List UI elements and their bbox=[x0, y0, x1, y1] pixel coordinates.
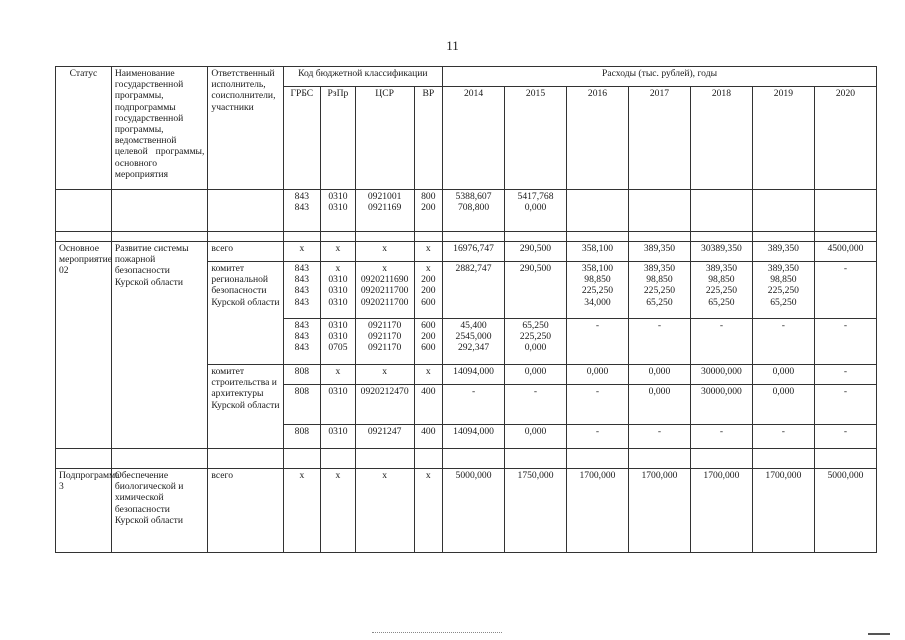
sub3-status: Подпрограмма 3 bbox=[56, 469, 112, 553]
sub3-name: Обеспечение биологической и химической безопасности Курской области bbox=[111, 469, 208, 553]
cell-value: 1700,000 bbox=[628, 469, 690, 553]
cell-value: - bbox=[752, 425, 814, 449]
cell-value: - bbox=[628, 319, 690, 365]
cell-value: 0,000 bbox=[505, 365, 567, 385]
cell-value: - bbox=[752, 319, 814, 365]
cell-value: 358,100 bbox=[567, 242, 629, 262]
cell-value: 1700,000 bbox=[752, 469, 814, 553]
cell-csr: 0920212470 bbox=[355, 385, 414, 425]
cell-value: - bbox=[690, 425, 752, 449]
cell-value: 45,400 2545,000 292,347 bbox=[443, 319, 505, 365]
cell-rzpr: 0310 bbox=[321, 425, 356, 449]
cell-vr: х bbox=[414, 242, 442, 262]
header-year: 2020 bbox=[814, 87, 876, 190]
table-row bbox=[56, 190, 877, 232]
cell-value: - bbox=[567, 385, 629, 425]
cell-value: 290,500 bbox=[505, 242, 567, 262]
header-rzpr: РзПр bbox=[321, 87, 356, 190]
cell-value: 1700,000 bbox=[567, 469, 629, 553]
cell-value: - bbox=[814, 365, 876, 385]
cell-csr: 0921001 0921169 bbox=[355, 190, 414, 232]
cell-csr: 0921247 bbox=[355, 425, 414, 449]
cell-value: 389,350 98,850 225,250 65,250 bbox=[752, 262, 814, 319]
cell-grbs: 843 843 843 843 bbox=[283, 262, 321, 319]
cell-vr: 400 bbox=[414, 385, 442, 425]
header-budget-code: Код бюджетной классификации bbox=[283, 67, 443, 87]
cell-rzpr: 0310 0310 bbox=[321, 190, 356, 232]
page-number: 11 bbox=[446, 38, 459, 53]
cell-value: 5000,000 bbox=[814, 469, 876, 553]
cell-csr: х bbox=[355, 242, 414, 262]
cell-csr: х bbox=[355, 365, 414, 385]
cell-grbs: 843 843 843 bbox=[283, 319, 321, 365]
cell-value: 14094,000 bbox=[443, 365, 505, 385]
cell-rzpr: х bbox=[321, 242, 356, 262]
cell-vr: х bbox=[414, 469, 442, 553]
cell-rzpr: х 0310 0310 0310 bbox=[321, 262, 356, 319]
om02-status: Основное мероприятие 02 bbox=[56, 242, 112, 449]
cell-csr: х bbox=[355, 469, 414, 553]
table-row bbox=[56, 242, 877, 262]
cell-grbs: х bbox=[283, 242, 321, 262]
cell-value: 389,350 98,850 225,250 65,250 bbox=[690, 262, 752, 319]
cell-csr: х 0920211690 0920211700 0920211700 bbox=[355, 262, 414, 319]
cell-responsible: всего bbox=[208, 242, 283, 262]
header-grbs: ГРБС bbox=[283, 87, 321, 190]
cell-value: - bbox=[628, 425, 690, 449]
header-year: 2014 bbox=[443, 87, 505, 190]
cell-vr: х bbox=[414, 365, 442, 385]
cell-responsible: всего bbox=[208, 469, 283, 553]
cell-value: - bbox=[443, 385, 505, 425]
cell-vr: 800 200 bbox=[414, 190, 442, 232]
cell-value: - bbox=[505, 385, 567, 425]
scan-artifact-line bbox=[372, 632, 502, 633]
cell-rzpr: 0310 0310 0705 bbox=[321, 319, 356, 365]
header-vr: ВР bbox=[414, 87, 442, 190]
cell-grbs: 808 bbox=[283, 365, 321, 385]
cell-value: 30000,000 bbox=[690, 365, 752, 385]
cell-grbs: 843 843 bbox=[283, 190, 321, 232]
om02-name: Развитие системы пожарной безопасности Курской области bbox=[111, 242, 208, 449]
cell-value: 290,500 bbox=[505, 262, 567, 319]
cell-value: 0,000 bbox=[628, 385, 690, 425]
cell-value: 14094,000 bbox=[443, 425, 505, 449]
cell-grbs: 808 bbox=[283, 385, 321, 425]
header-year: 2017 bbox=[628, 87, 690, 190]
cell-value: 16976,747 bbox=[443, 242, 505, 262]
cell-value: - bbox=[814, 319, 876, 365]
cell-responsible: комитет региональной безопасности Курской области bbox=[208, 262, 283, 365]
cell-value: - bbox=[814, 425, 876, 449]
header-year: 2016 bbox=[567, 87, 629, 190]
cell-value: 389,350 bbox=[752, 242, 814, 262]
cell-vr: 400 bbox=[414, 425, 442, 449]
cell-value: 65,250 225,250 0,000 bbox=[505, 319, 567, 365]
cell-rzpr: х bbox=[321, 469, 356, 553]
cell-value: 0,000 bbox=[628, 365, 690, 385]
cell-value: - bbox=[567, 319, 629, 365]
cell-csr: 0921170 0921170 0921170 bbox=[355, 319, 414, 365]
cell-value: - bbox=[814, 262, 876, 319]
cell-value: 1700,000 bbox=[690, 469, 752, 553]
header-responsible: Ответственный исполнитель, соисполнители, участники bbox=[208, 67, 283, 190]
cell-rzpr: 0310 bbox=[321, 385, 356, 425]
cell-value: - bbox=[814, 385, 876, 425]
cell-value: - bbox=[567, 425, 629, 449]
cell-value: 358,100 98,850 225,250 34,000 bbox=[567, 262, 629, 319]
cell-value: 5388,607 708,800 bbox=[443, 190, 505, 232]
cell-grbs: х bbox=[283, 469, 321, 553]
cell-value: 0,000 bbox=[505, 425, 567, 449]
cell-vr: 600 200 600 bbox=[414, 319, 442, 365]
header-year: 2015 bbox=[505, 87, 567, 190]
cell-value: 0,000 bbox=[752, 385, 814, 425]
cell-value: - bbox=[690, 319, 752, 365]
header-csr: ЦСР bbox=[355, 87, 414, 190]
table-row bbox=[56, 469, 877, 553]
header-status: Статус bbox=[56, 67, 112, 190]
cell-grbs: 808 bbox=[283, 425, 321, 449]
header-year: 2018 bbox=[690, 87, 752, 190]
cell-value: 5417,768 0,000 bbox=[505, 190, 567, 232]
cell-vr: х 200 200 600 bbox=[414, 262, 442, 319]
cell-value: 1750,000 bbox=[505, 469, 567, 553]
cell-value: 389,350 bbox=[628, 242, 690, 262]
header-name: Наименование государственной программы, подпрограммы государственной программы, ведомственной целевой программы, основного мероприятия bbox=[111, 67, 208, 190]
cell-value: 30000,000 bbox=[690, 385, 752, 425]
cell-value: 4500,000 bbox=[814, 242, 876, 262]
cell-responsible: комитет строительства и архитектуры Курской области bbox=[208, 365, 283, 449]
cell-value: 2882,747 bbox=[443, 262, 505, 319]
cell-value: 0,000 bbox=[752, 365, 814, 385]
cell-value: 5000,000 bbox=[443, 469, 505, 553]
cell-value: 389,350 98,850 225,250 65,250 bbox=[628, 262, 690, 319]
header-expenses: Расходы (тыс. рублей), годы bbox=[443, 67, 877, 87]
header-year: 2019 bbox=[752, 87, 814, 190]
cell-rzpr: х bbox=[321, 365, 356, 385]
cell-value: 30389,350 bbox=[690, 242, 752, 262]
expenses-table bbox=[55, 66, 877, 553]
cell-value: 0,000 bbox=[567, 365, 629, 385]
scan-artifact-dash bbox=[868, 633, 890, 635]
